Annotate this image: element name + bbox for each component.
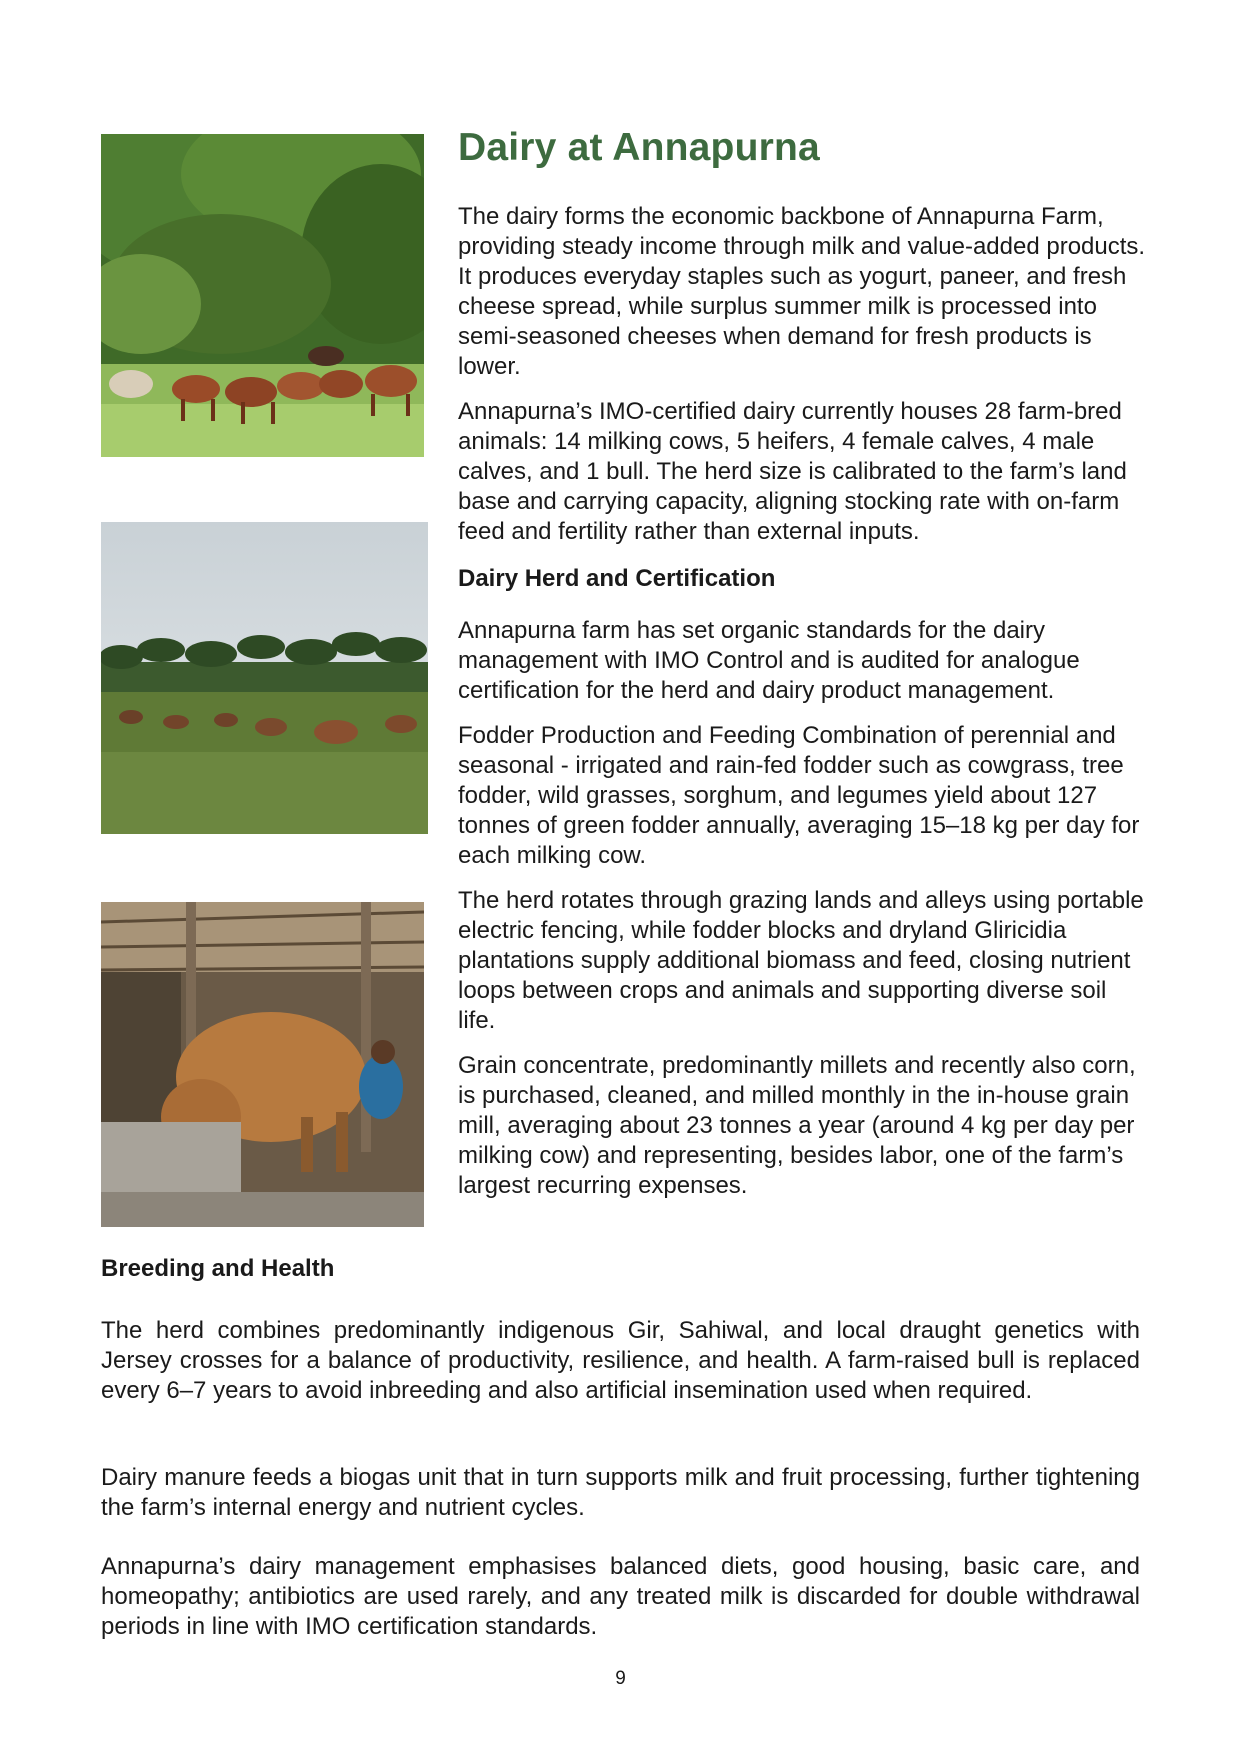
breeding-paragraph-3: Annapurna’s dairy management emphasises balanced diets, good housing, basic care, and homeopathy; antibiotics are used rarely, and any treated milk is discarded for double withdrawal periods in line with IMO certification standards. xyxy=(101,1553,1140,1640)
intro-paragraph-2: Annapurna’s IMO-certified dairy currently houses 28 farm-bred animals: 14 milking cows, 5 heifers, 4 female calves, 4 male calves, and 1 bull. The herd size is calibrated to the farm’s land base and carrying capacity, aligning stocking rate with on-farm feed and fertility rather than external inputs. xyxy=(458,398,1127,545)
herd-paragraph-2: Fodder Production and Feeding Combination of perennial and seasonal - irrigated and rain-fed fodder such as cowgrass, tree fodder, wild grasses, sorghum, and legumes yield about 127 tonnes of green fodder annually, averaging 15–18 kg per day for each milking cow. xyxy=(458,722,1140,869)
section-heading-herd-certification: Dairy Herd and Certification xyxy=(458,565,776,592)
breeding-paragraph-1: The herd combines predominantly indigenous Gir, Sahiwal, and local draught genetics with Jersey crosses for a balance of productivity, resilience, and health. A farm-raised bull is replaced every 6–7 years to avoid inbreeding and also artificial insemination used when required. xyxy=(101,1317,1140,1404)
photo-herd-with-palms xyxy=(101,522,428,834)
page-title: Dairy at Annapurna xyxy=(458,126,820,169)
breeding-paragraph-2: Dairy manure feeds a biogas unit that in turn supports milk and fruit processing, further tightening the farm’s internal energy and nutrient cycles. xyxy=(101,1464,1140,1521)
herd-paragraph-1: Annapurna farm has set organic standards for the dairy management with IMO Control and is audited for analogue certification for the herd and dairy product management. xyxy=(458,617,1080,704)
photo-milking-shed xyxy=(101,902,424,1227)
section-heading-breeding-health: Breeding and Health xyxy=(101,1255,335,1282)
page-number: 9 xyxy=(615,1668,626,1689)
intro-paragraph-1: The dairy forms the economic backbone of Annapurna Farm, providing steady income through milk and value-added products. It produces everyday staples such as yogurt, paneer, and fresh cheese spread, while surplus summer milk is processed into semi-seasoned cheeses when demand for fresh products is lower. xyxy=(458,203,1146,380)
herd-paragraph-3: The herd rotates through grazing lands and alleys using portable electric fencing, while fodder blocks and dryland Gliricidia plantations supply additional biomass and feed, closing nutrient loops between crops and animals and supporting diverse soil life. xyxy=(458,887,1144,1034)
herd-paragraph-4: Grain concentrate, predominantly millets and recently also corn, is purchased, cleaned, and milled monthly in the in-house grain mill, averaging about 23 tonnes a year (around 4 kg per day per milking cow) and representing, besides labor, one of the farm’s largest recurring expenses. xyxy=(458,1052,1136,1199)
photo-cattle-in-meadow xyxy=(101,134,424,457)
